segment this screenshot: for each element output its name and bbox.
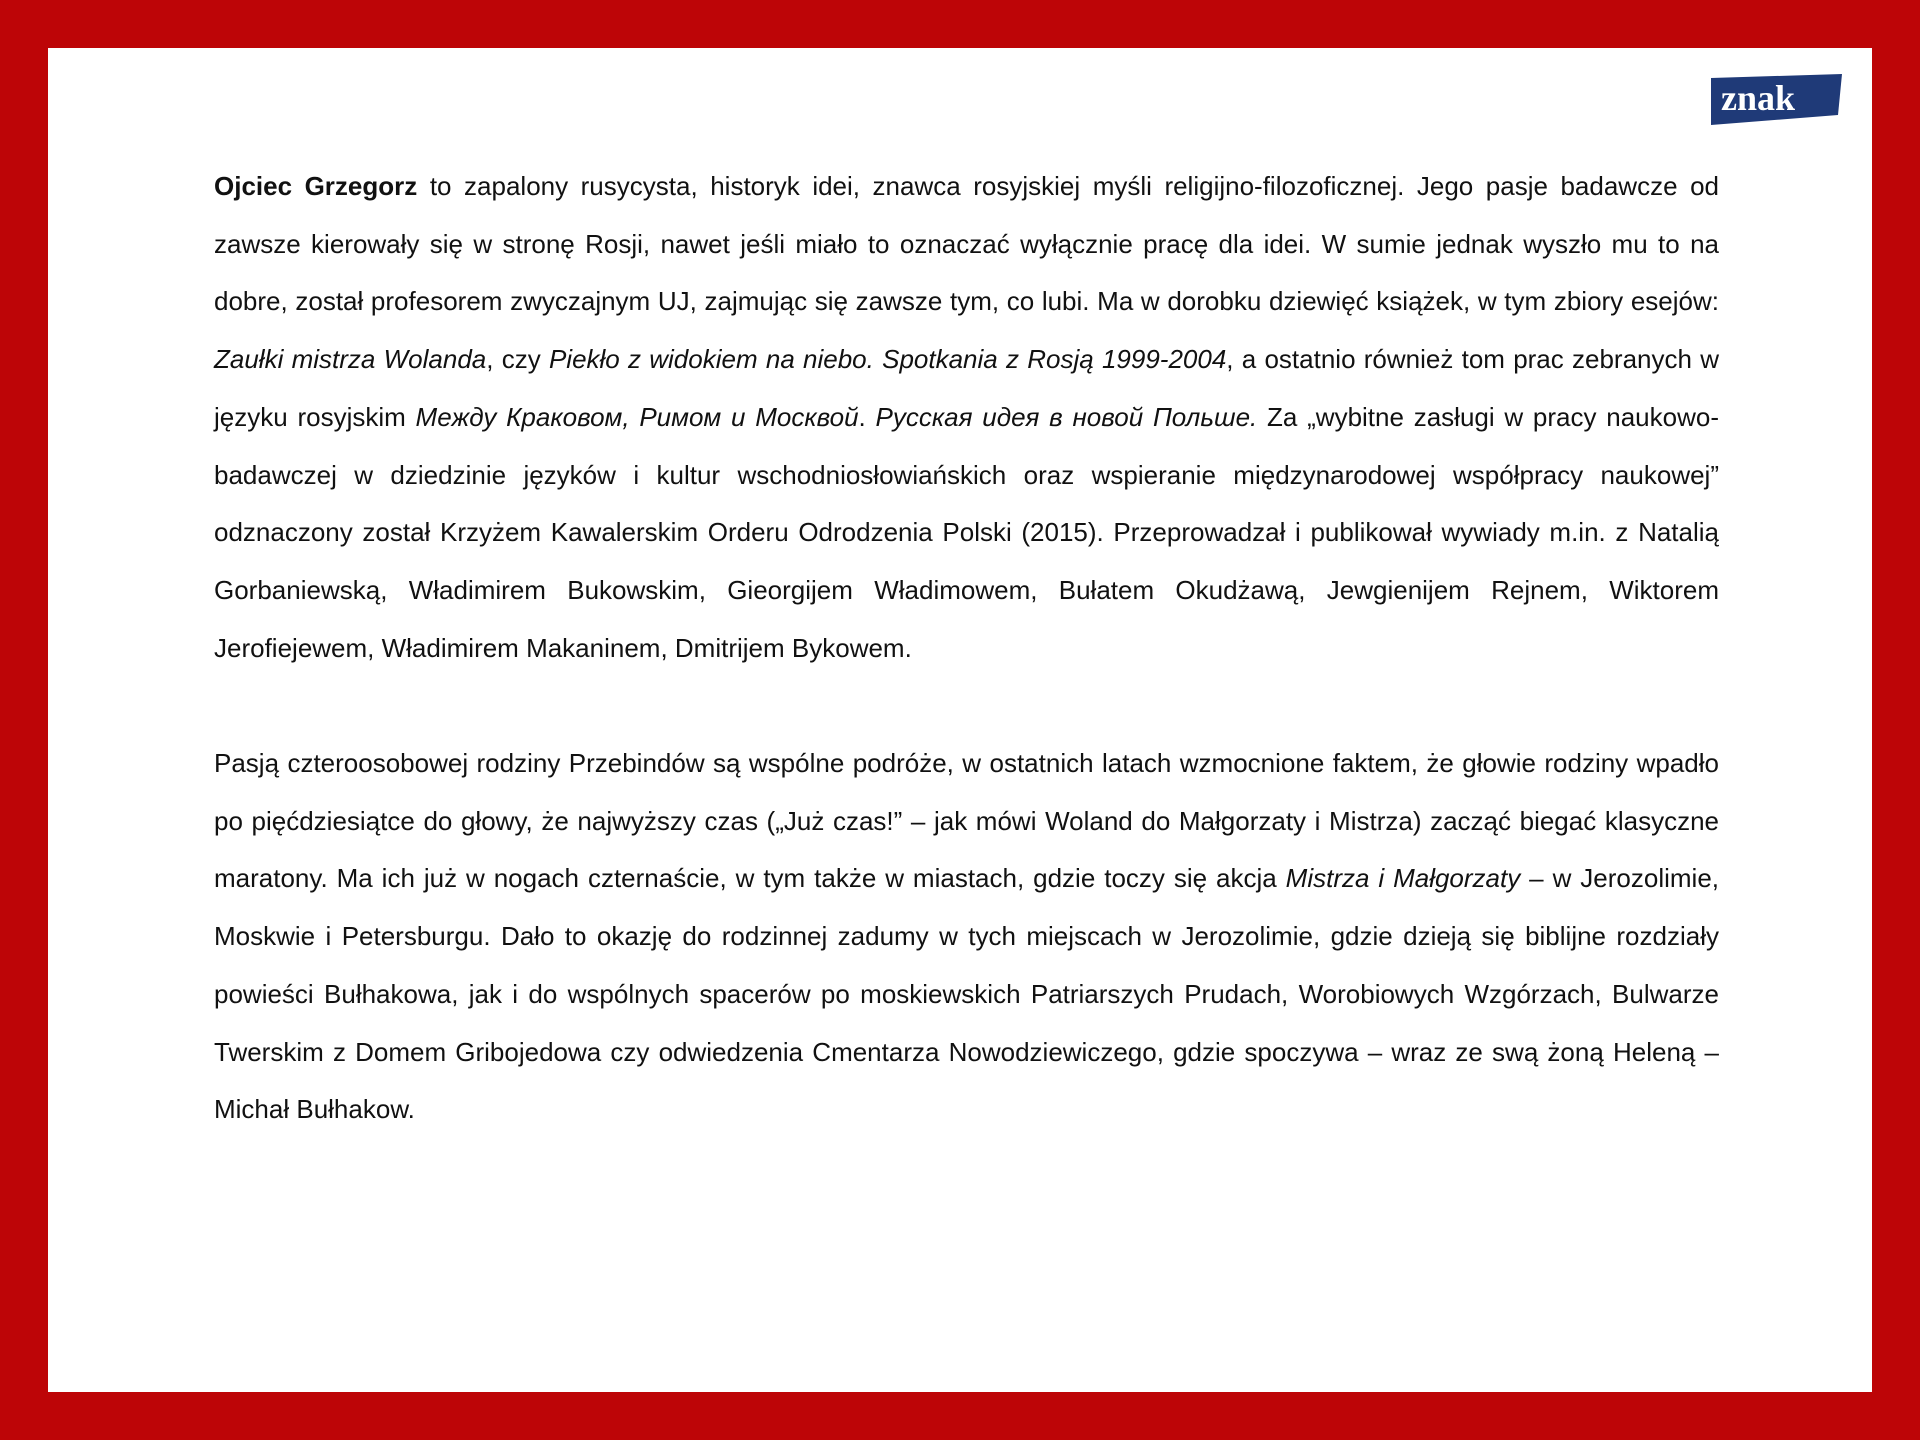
bio-text-4: .: [858, 401, 876, 432]
logo-text: znak: [1721, 78, 1796, 118]
family-text-2: – w Jerozolimie, Moskwie i Petersburgu. Dało to okazję do rodzinnej zadumy w tych miejscach w Jerozolimie, gdzie dzieją się biblijne rozdziały powieści Bułhakowa, jak i do wspólnych spacerów po moskiewskich Patriarszych Prudach, Worobiowych Wzgórzach, Bulwarze Twerskim z Domem Gribojedowa czy odwiedzenia Cmentarza Nowodziewiczego, gdzie spoczywa – wraz ze swą żoną Heleną – Michał Bułhakow.: [214, 863, 1720, 1125]
document-body: [214, 158, 1719, 1139]
znak-logo: [1711, 74, 1842, 125]
book-title-zaulki: Zaułki mistrza Wolanda: [214, 344, 487, 375]
page: [48, 48, 1872, 1392]
bio-text-5: Za „wybitne zasługi w pracy naukowo-badawczej w dziedzinie języków i kultur wschodniosłowiańskich oraz wspieranie międzynarodowej współpracy naukowej” odznaczony został Krzyżem Kawalerskim Orderu Odrodzenia Polski (2015). Przeprowadzał i publikował wywiady m.in. z Natalią Gorbaniewską, Władimirem Bukowskim, Gieorgijem Władimowem, Bułatem Okudżawą, Jewgienijem Rejnem, Wiktorem Jerofiejewem, Władimirem Makaninem, Dmitrijem Bykowem.: [214, 401, 1719, 663]
bio-text-1: to zapalony rusycysta, historyk idei, znawca rosyjskiej myśli religijno-filozoficznej. Jego pasje badawcze od zawsze kierowały się w stronę Rosji, nawet jeśli miało to oznaczać wyłącznie pracę dla idei. W sumie jednak wyszło mu to na dobre, został profesorem zwyczajnym UJ, zajmując się zawsze tym, co lubi. Ma w dorobku dziewięć książek, w tym zbiory esejów:: [214, 171, 1719, 317]
znak-logo-mark: [1711, 74, 1842, 125]
author-name: Ojciec Grzegorz: [214, 171, 418, 201]
bio-text-3: , a ostatnio również tom prac zebranych w języku rosyjskim: [214, 344, 1719, 432]
family-text-1: Pasją czteroosobowej rodziny Przebindów są wspólne podróże, w ostatnich latach wzmocnione faktem, że głowie rodziny wpadło po pięćdziesiątce do głowy, że najwyższy czas („Już czas!” – jak mówi Woland do Małgorzaty i Mistrza) zacząć biegać klasyczne maratony. Ma ich już w nogach czternaście, w tym także w miastach, gdzie toczy się akcja: [214, 748, 1719, 894]
bio-text-2: , czy: [486, 344, 549, 375]
book-subtitle-russian: Русская идея в новой Польше.: [875, 401, 1258, 432]
book-title-mistrz: Mistrza i Małgorzaty: [1285, 863, 1521, 894]
book-title-russian: Между Краковом, Римом и Москвой: [415, 401, 859, 432]
book-title-pieklo: Piekło z widokiem na niebo. Spotkania z Rosją 1999-2004: [548, 344, 1227, 375]
paragraph-family: [214, 735, 1719, 1139]
paragraph-biography: [214, 158, 1719, 677]
